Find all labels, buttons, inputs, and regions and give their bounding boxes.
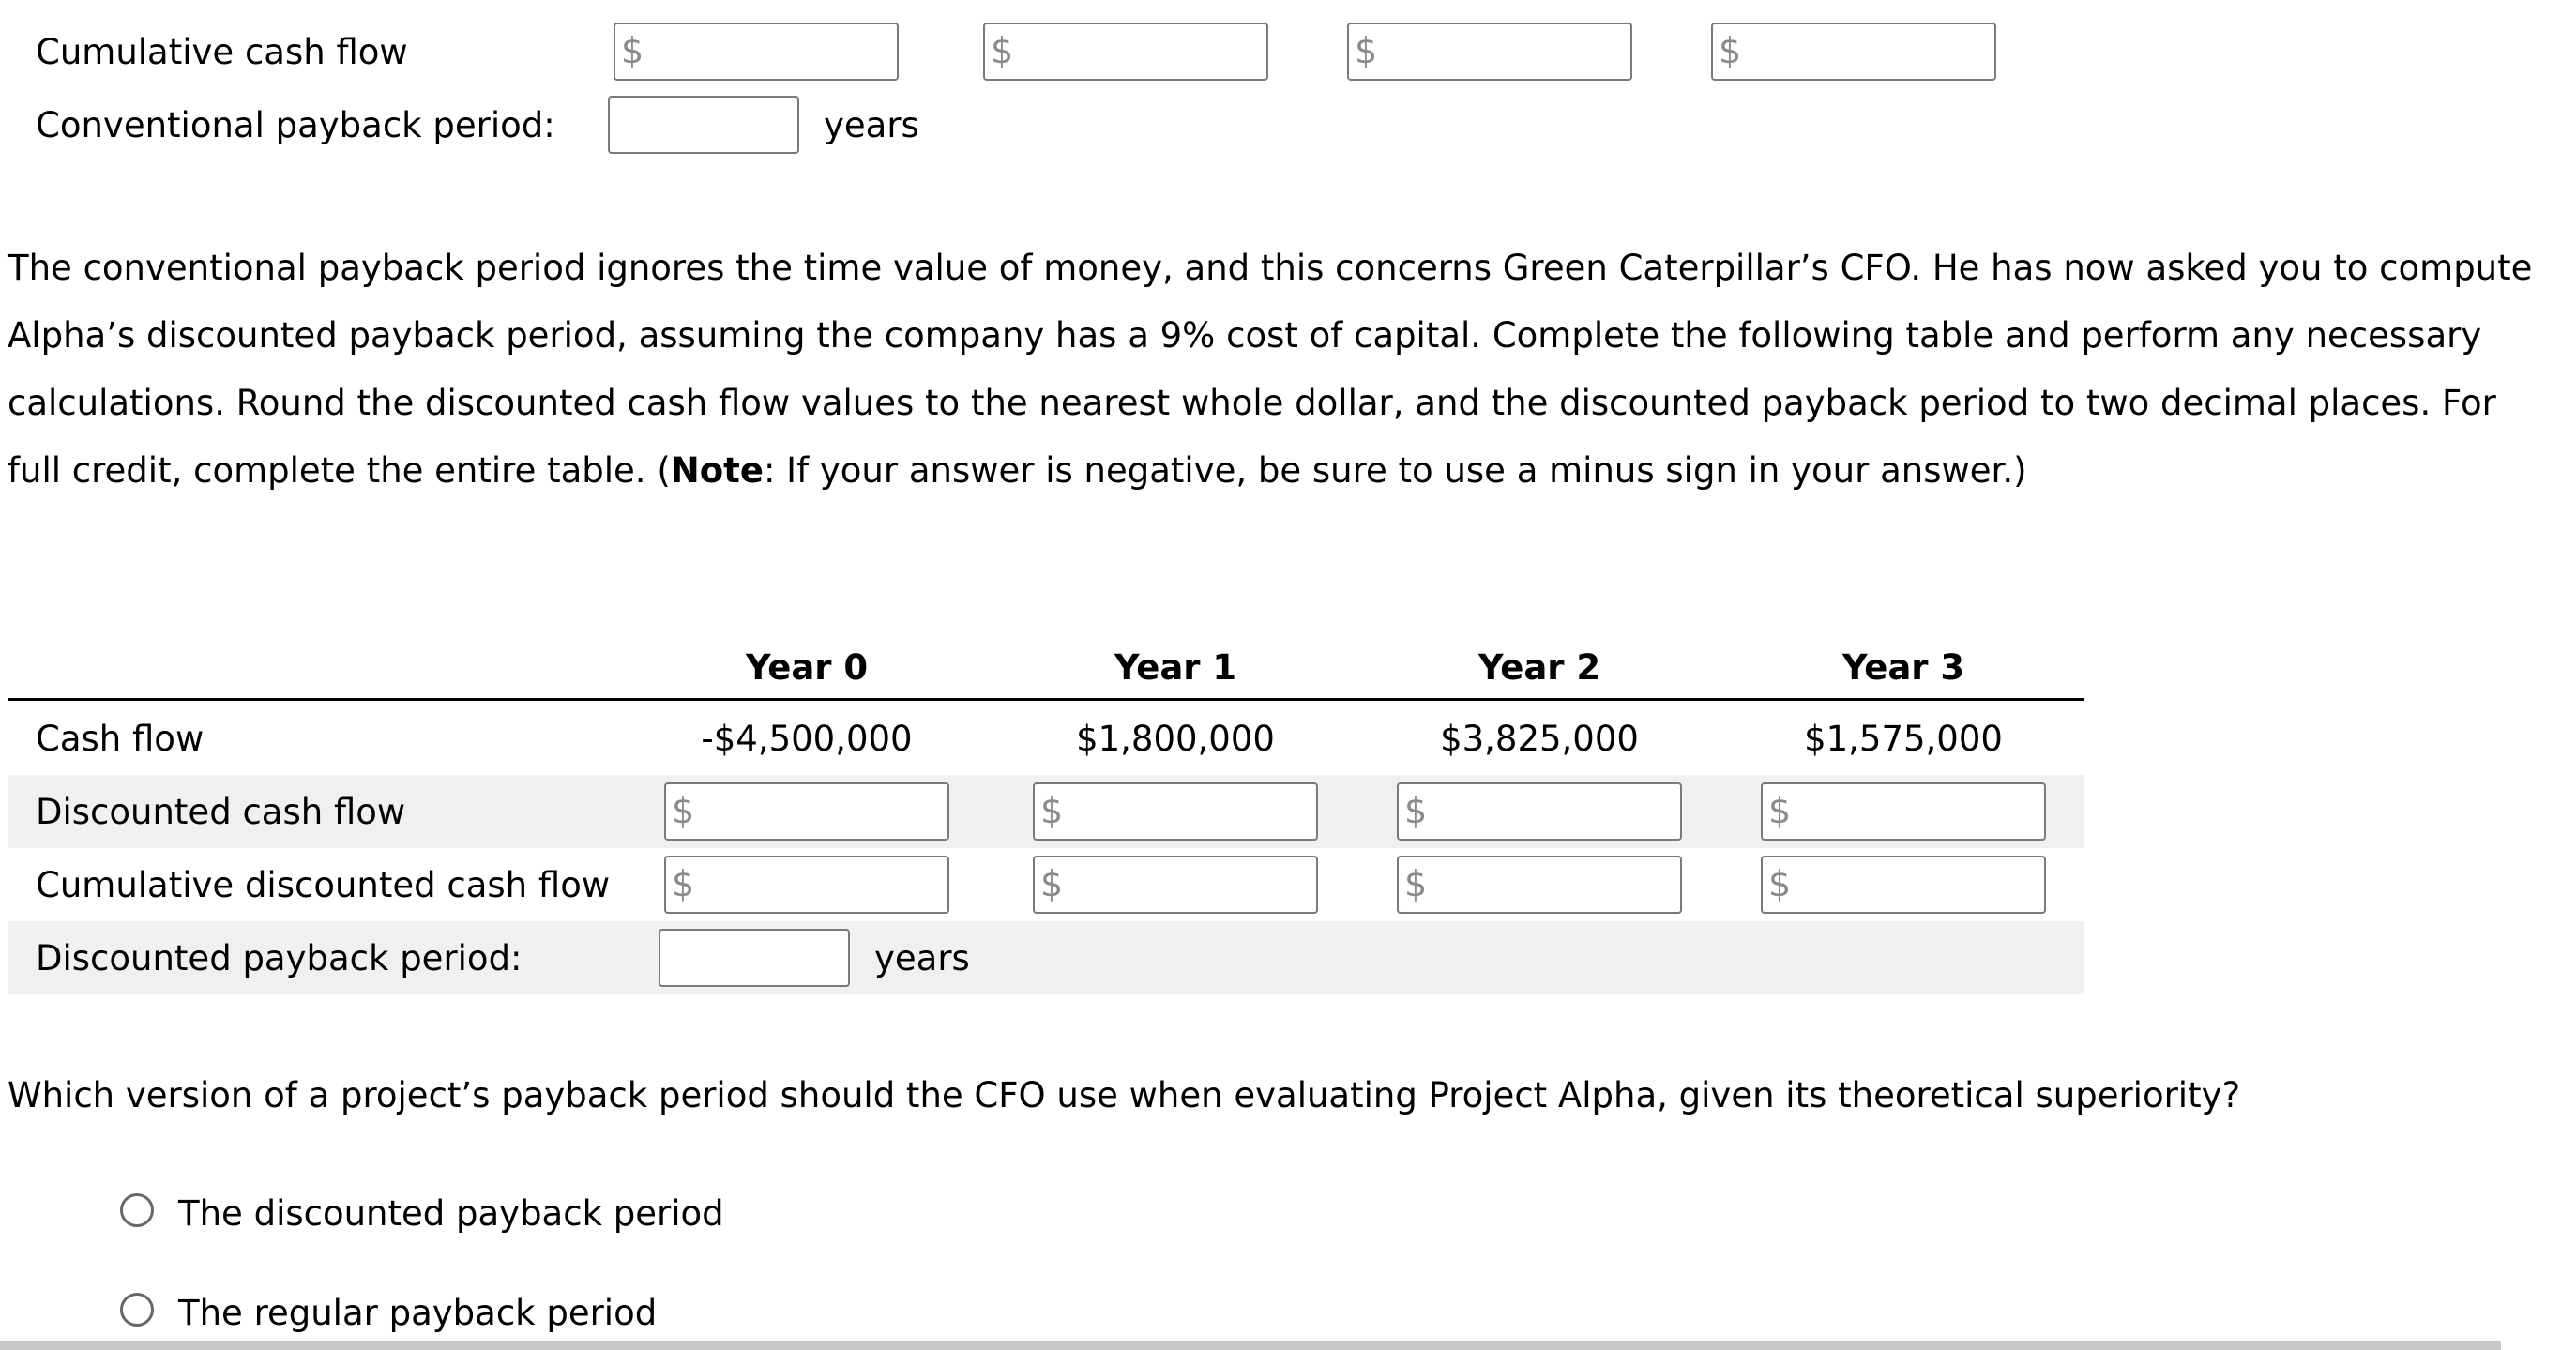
discounted-payback-label: Discounted payback period: [36,938,523,978]
dollar-sign: $ [1719,30,1742,71]
dollar-sign: $ [672,863,695,904]
cash-flow-label: Cash flow [36,719,205,759]
cumulative-discounted-year0-input[interactable] [664,856,949,914]
dollar-sign: $ [1404,863,1428,904]
table-header-rule [8,698,2084,701]
dollar-sign: $ [991,30,1014,71]
dollar-sign: $ [1040,790,1064,831]
cumulative-discounted-label: Cumulative discounted cash flow [36,865,611,905]
instructions-text: The conventional payback period ignores the time value of money, and this concerns Green Caterpillar’s CFO. He has now asked you to compute Alpha’s discounted payback period, assuming the company has a 9% cost of capital. Complete the following table and perform any necessary calculations. Round the discounted cash flow values to the nearest whole dollar, and the discounted payback period to two decimal places. For full credit, complete the entire table. ( [8,248,2533,491]
radio-regular-payback[interactable] [120,1293,154,1327]
header-year-2: Year 2 [1477,647,1601,688]
cumulative-discounted-year2-input[interactable] [1397,856,1682,914]
cash-flow-year-1: $1,800,000 [1076,719,1275,759]
header-year-1: Year 1 [1114,647,1237,688]
option-regular-payback-label[interactable]: The regular payback period [178,1293,658,1333]
discounted-cash-flow-label: Discounted cash flow [36,792,406,832]
dollar-sign: $ [1355,30,1378,71]
option-discounted-payback-label[interactable]: The discounted payback period [178,1193,724,1234]
dollar-sign: $ [1768,790,1792,831]
dollar-sign: $ [1040,863,1064,904]
cumulative-cash-flow-year1-input[interactable] [983,23,1268,81]
dollar-sign: $ [1768,863,1792,904]
cash-flow-year-0: -$4,500,000 [701,719,913,759]
instructions-note-text: : If your answer is negative, be sure to use a minus sign in your answer.) [763,450,2027,491]
dollar-sign: $ [672,790,695,831]
discounted-payback-years-unit: years [874,938,970,978]
cumulative-discounted-year1-input[interactable] [1033,856,1318,914]
dollar-sign: $ [621,30,644,71]
radio-discounted-payback[interactable] [120,1193,154,1227]
cash-flow-year-3: $1,575,000 [1804,719,2003,759]
discounted-cash-flow-year2-input[interactable] [1397,782,1682,841]
discounted-cash-flow-year1-input[interactable] [1033,782,1318,841]
question-text: Which version of a project’s payback period should the CFO use when evaluating Project Alpha, given its theoretical superiority? [8,1075,2241,1115]
header-year-3: Year 3 [1841,647,1965,688]
dollar-sign: $ [1404,790,1428,831]
discounted-payback-input[interactable] [659,929,850,987]
horizontal-scrollbar[interactable] [0,1341,2501,1350]
header-year-0: Year 0 [745,647,869,688]
cumulative-cash-flow-year3-input[interactable] [1711,23,1996,81]
conventional-payback-input[interactable] [608,96,799,154]
cumulative-cash-flow-label: Cumulative cash flow [36,32,408,72]
cumulative-cash-flow-year0-input[interactable] [614,23,899,81]
conventional-payback-years-unit: years [824,105,919,145]
cash-flow-year-2: $3,825,000 [1440,719,1639,759]
cumulative-cash-flow-year2-input[interactable] [1347,23,1632,81]
discounted-cash-flow-year0-input[interactable] [664,782,949,841]
discounted-cash-flow-year3-input[interactable] [1761,782,2046,841]
cumulative-discounted-year3-input[interactable] [1761,856,2046,914]
note-label: Note [670,450,764,491]
conventional-payback-label: Conventional payback period: [36,105,555,145]
instructions-paragraph [8,235,2540,505]
